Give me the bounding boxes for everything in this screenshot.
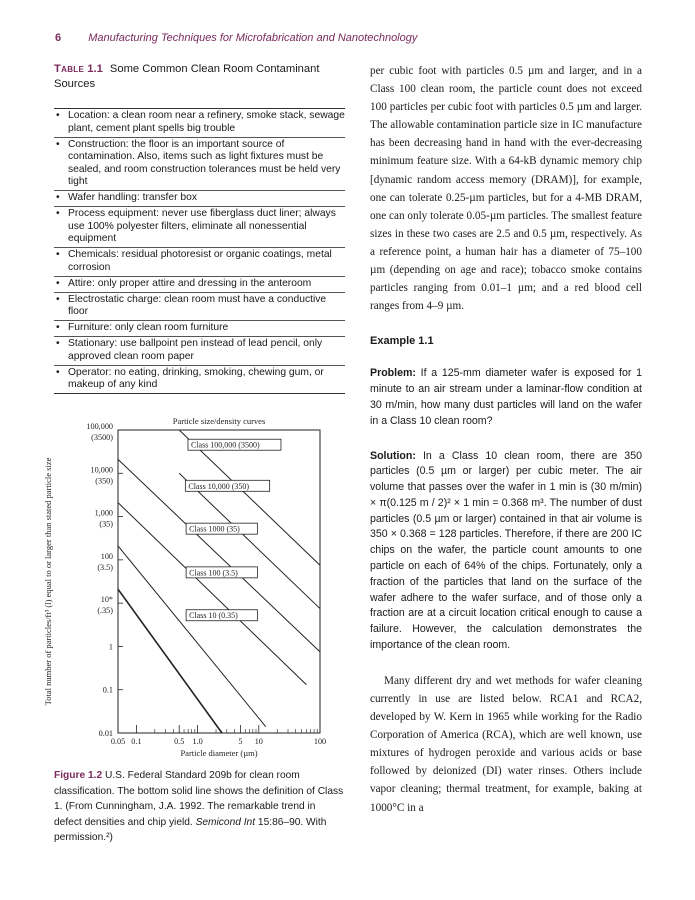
- table-label: Table: [54, 63, 85, 75]
- example-problem: [370, 366, 642, 429]
- y-tick-label: 100,000: [86, 422, 113, 431]
- y-axis-label: Total number of particles/ft³ (l) equal to or larger than stated particle size: [43, 457, 53, 706]
- table-row-text: Furniture: only clean room furniture: [68, 322, 229, 333]
- y-tick-sublabel: (350): [95, 476, 113, 486]
- table-row: [54, 293, 345, 322]
- table-title: [54, 62, 345, 92]
- series-label: Class 10,000 (350): [188, 481, 250, 491]
- solution-text: In a Class 10 clean room, there are 350 particles (0.5 µm or larger) per cubic meter. The air volume that passes over the wafer in 1 min is (30 m/min) × π(0.125 m / 2)² × 1 min = 0.368 m³. The number of dust particles (0.5 µm or larger) contained in that air volume is 350 × 0.368 = 128 particles. Therefore, if there are 200 IC chips on the wafer, the particle count amounts to one particle on each of 64% of the chips. Fortunately, only a fraction of the particles that land on the surface of the wafer adhere to the wafer surface, and of those only a fraction are at a circuit location critical enough to cause a failure. However, the calculation demonstrates the importance of the clean room.: [370, 449, 642, 652]
- problem-label: Problem:: [370, 367, 416, 380]
- figure-label: Figure 1.2: [54, 770, 103, 781]
- example-solution: [370, 449, 642, 654]
- bullet-icon: •: [56, 192, 60, 203]
- series-line: [179, 473, 320, 608]
- y-tick-label: 0.01: [98, 729, 113, 738]
- page-number: 6: [55, 32, 62, 44]
- problem-text: If a 125-mm diameter wafer is exposed for 1 minute to an air stream under a laminar-flow condition at 30 m/min, how many dust particles will land on the wafer in a Class 10 clean room?: [370, 367, 642, 427]
- x-tick-label: 5: [238, 737, 243, 746]
- bullet-icon: •: [56, 366, 60, 378]
- figure-caption-text: U.S. Federal Standard 209b for clean room classification. The bottom solid line shows the definition of Class 1. (From Cunningham, J.A. 1992. The remarkable trend in defect densities and chip yield.: [54, 770, 344, 828]
- y-tick-label: 0.1: [102, 685, 113, 695]
- solution-label: Solution:: [370, 449, 416, 462]
- figure-journal: Semicond Int: [195, 816, 256, 828]
- y-tick-sublabel: (.35): [97, 606, 113, 616]
- plot-frame: [118, 430, 320, 733]
- y-tick-label: 1: [108, 642, 113, 652]
- table-row: [54, 138, 345, 192]
- table-row-text: Electrostatic charge: clean room must have a conductive floor: [68, 293, 327, 317]
- example-title: Example 1.1: [370, 335, 434, 348]
- bullet-icon: •: [56, 338, 60, 349]
- table-row: [54, 207, 345, 248]
- y-tick-sublabel: (35): [99, 519, 113, 529]
- series-label: Class 10 (0.35): [189, 611, 238, 621]
- table-title-text: Some Common Clean Room Contaminant Sources: [54, 63, 320, 90]
- table-row-text: Construction: the floor is an important source of contamination. Also, items such as light fixtures must be sealed, and room construction tolerances must be held very tight: [68, 138, 341, 187]
- chart-svg: [40, 410, 340, 758]
- book-title: Manufacturing Techniques for Microfabrication and Nanotechnology: [88, 32, 418, 44]
- series-label: Class 100,000 (3500): [190, 440, 260, 450]
- y-tick-sublabel: (3500): [91, 433, 113, 442]
- x-tick-label: 1.0: [192, 737, 203, 746]
- figure-caption: [54, 768, 344, 846]
- x-tick-label: 10: [254, 737, 263, 746]
- table-row: [54, 366, 345, 394]
- table-row-text: Wafer handling: transfer box: [68, 192, 197, 203]
- bullet-icon: •: [56, 110, 60, 121]
- table-row-text: Chemicals: residual photoresist or organic coatings, metal corrosion: [68, 249, 332, 273]
- x-tick-label: 0.1: [131, 737, 142, 746]
- series-label: Class 1000 (35): [189, 524, 240, 534]
- x-axis-label: Particle diameter (µm): [180, 748, 258, 758]
- y-tick-label: 10,000: [90, 465, 113, 475]
- running-head: [55, 32, 417, 44]
- table-row: [54, 191, 345, 207]
- table-number: 1.1: [87, 63, 103, 75]
- x-tick-label: 0.5: [174, 737, 185, 746]
- bullet-icon: •: [56, 249, 60, 260]
- table-row-text: Operator: no eating, drinking, smoking, chewing gum, or makeup of any kind: [68, 366, 324, 390]
- y-tick-label: 100: [100, 551, 113, 561]
- left-column: [54, 62, 345, 394]
- bullet-icon: •: [56, 293, 60, 305]
- y-tick-sublabel: (3.5): [97, 562, 113, 572]
- table-row: [54, 277, 345, 293]
- table-row-text: Attire: only proper attire and dressing in the anteroom: [68, 277, 312, 289]
- x-tick-label: 0.05: [110, 737, 126, 746]
- bullet-icon: •: [56, 277, 60, 289]
- body-paragraph-1: per cubic foot with particles 0.5 µm and larger, and in a Class 100 clean room, the particle count does not exceed 100 particles per cubic foot with particles 0.5 µm and larger. The allowable contamination particle size in IC manufacture has been decreasing hand in hand with the ever-decreasing minimum feature size. With a 64-kB dynamic memory chip [dynamic random access memory (DRAM)], for example, one can tolerate 0.25-µm particles, but for a 4-MB DRAM, one can only tolerate 0.05-µm particles. The smallest feature sizes in these two cases are 2.5 and 0.5 µm, respectively. As a reference point, a human hair has a diameter of 75–100 µm (depending on age and race); tobacco smoke contains particles ranging from 0.01–1 µm; and a red blood cell ranges from 4–9 µm.: [370, 65, 642, 313]
- body-paragraph-2: Many different dry and wet methods for wafer cleaning currently in use are listed below. RCA1 and RCA2, developed by W. Kern in 1965 while working for the Radio Corporation of America (RCA), which are well known, use mixtures of hydrogen peroxide and various acids or base followed by deionized (DI) water rinses. Others include vapor cleaning; thermal treatment, for example, baking at 1000°C in a: [370, 674, 642, 814]
- table-row: [54, 321, 345, 337]
- table-row-text: Stationary: use ballpoint pen instead of lead pencil, only approved clean room paper: [68, 338, 323, 362]
- particle-chart: [40, 410, 340, 758]
- y-tick-label: 1,000: [94, 508, 113, 518]
- x-tick-label: 100: [313, 737, 327, 746]
- y-tick-label: 10*: [100, 595, 113, 605]
- chart-title: Particle size/density curves: [172, 416, 266, 426]
- series-label: Class 100 (3.5): [189, 568, 238, 578]
- bullet-icon: •: [56, 138, 60, 150]
- bullet-icon: •: [56, 208, 60, 219]
- table-row: [54, 337, 345, 366]
- table-row-text: Location: a clean room near a refinery, smoke stack, sewage plant, cement plant spells big trouble: [68, 110, 345, 134]
- figure-citation: 15:86–90. With permission.²): [54, 816, 327, 843]
- table-row: [54, 248, 345, 277]
- right-column: [370, 62, 642, 817]
- bullet-icon: •: [56, 322, 60, 333]
- table-row: [54, 109, 345, 138]
- table-row-text: Process equipment: never use fiberglass duct liner; always use 100% polyester filters, eliminate all nonessential equipment: [68, 208, 336, 244]
- contaminant-table: [54, 108, 345, 394]
